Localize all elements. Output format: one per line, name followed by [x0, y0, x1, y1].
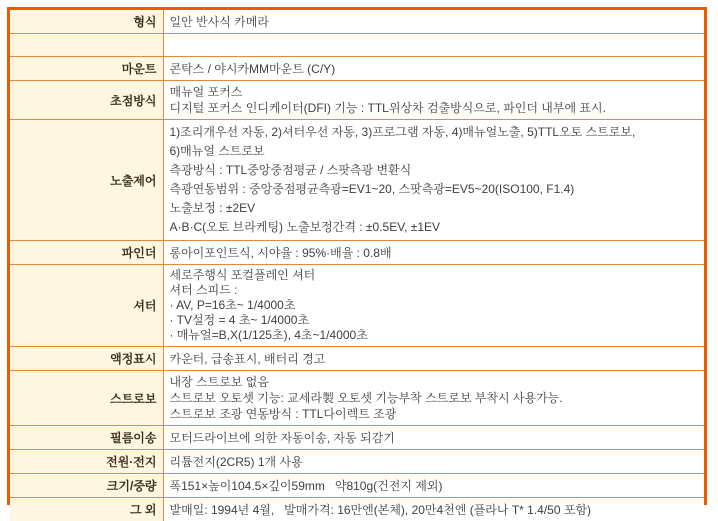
table-row [10, 347, 704, 371]
spec-line: 세로주행식 포컬플레인 셔터 [170, 268, 699, 283]
spec-label: 전원·전지 [10, 450, 163, 474]
spec-line: 롱아이포인트식, 시야율 : 95%·배율 : 0.8배 [170, 245, 699, 261]
table-row [10, 450, 704, 474]
table-row [10, 34, 704, 57]
spec-value [163, 241, 704, 265]
table-row [10, 120, 704, 241]
spec-label: 셔터 [10, 265, 163, 347]
spec-line: 스트로보 오토셋 기능: 교세라製 오토셋 기능부착 스트로보 부착시 사용가능. [170, 390, 699, 406]
spec-line: 노출보정 : ±2EV [170, 199, 699, 218]
spec-line: 콘탁스 / 야시카MM마운트 (C/Y) [170, 61, 699, 77]
spec-value [163, 57, 704, 81]
spec-label: 파인더 [10, 241, 163, 265]
table-row [10, 371, 704, 426]
spec-line: 셔터 스피드 : [170, 283, 699, 298]
table-row [10, 474, 704, 498]
spec-label: 노출제어 [10, 120, 163, 241]
spec-line: · AV, P=16초~ 1/4000초 [170, 298, 699, 313]
table-row [10, 81, 704, 120]
spec-line: 카운터, 급송표시, 배터리 경고 [170, 351, 699, 367]
spec-label: 초점방식 [10, 81, 163, 120]
spec-value [163, 34, 704, 57]
spec-value [163, 498, 704, 521]
spec-line: 디지털 포커스 인디케이터(DFI) 기능 : TTL위상차 검출방식으로, 파인더 내부에 표시. [170, 100, 699, 116]
spec-value [163, 265, 704, 347]
spec-line: 발매일: 1994년 4월, 발매가격: 16만엔(본체), 20만4천엔 (플라나 T* 1.4/50 포함) [170, 502, 699, 518]
spec-value [163, 10, 704, 34]
spec-line: · TV설정 = 4 초~ 1/4000초 [170, 313, 699, 328]
spec-line: 1)조리개우선 자동, 2)셔터우선 자동, 3)프로그램 자동, 4)매뉴얼노출, 5)TTL오토 스트로보, [170, 123, 699, 142]
spec-line: 모터드라이브에 의한 자동이송, 자동 되감기 [170, 430, 699, 446]
spec-value [163, 426, 704, 450]
spec-value [163, 450, 704, 474]
spec-label: 그 외 [10, 498, 163, 521]
spec-line: · 매뉴얼=B,X(1/125초), 4초~1/4000초 [170, 328, 699, 343]
table-row [10, 265, 704, 347]
spec-line: 내장 스트로보 없음 [170, 374, 699, 390]
spec-line: 스트로보 조광 연동방식 : TTL다이렉트 조광 [170, 406, 699, 422]
table-row [10, 57, 704, 81]
spec-value [163, 474, 704, 498]
spec-label: 형식 [10, 10, 163, 34]
spec-line: 측광방식 : TTL중앙중점평균 / 스팟측광 변환식 [170, 161, 699, 180]
spec-line: 측광연동범위 : 중앙중점평균측광=EV1~20, 스팟측광=EV5~20(ISO100, F1.4) [170, 180, 699, 199]
spec-line: 매뉴얼 포커스 [170, 84, 699, 100]
spec-label: 크기/중량 [10, 474, 163, 498]
spec-label: 필름이송 [10, 426, 163, 450]
table-row [10, 426, 704, 450]
spec-label: 액정표시 [10, 347, 163, 371]
table-row [10, 241, 704, 265]
spec-label: 스트로보 [10, 371, 163, 426]
spec-line: 일안 반사식 카메라 [170, 14, 699, 30]
spec-value [163, 120, 704, 241]
spec-value [163, 81, 704, 120]
spec-value [163, 371, 704, 426]
spec-line: 폭151×높이104.5×깊이59mm 약810g(건전지 제외) [170, 478, 699, 494]
spec-table [10, 10, 704, 521]
spec-line: 리튬전지(2CR5) 1개 사용 [170, 454, 699, 470]
table-row [10, 498, 704, 521]
spec-line: A·B·C(오토 브라케팅) 노출보정간격 : ±0.5EV, ±1EV [170, 218, 699, 237]
spec-label [10, 34, 163, 57]
spec-table-body [10, 10, 704, 521]
spec-value [163, 347, 704, 371]
spec-line: 6)매뉴얼 스트로보 [170, 142, 699, 161]
table-row [10, 10, 704, 34]
spec-table-frame [7, 7, 707, 505]
spec-label: 마운트 [10, 57, 163, 81]
